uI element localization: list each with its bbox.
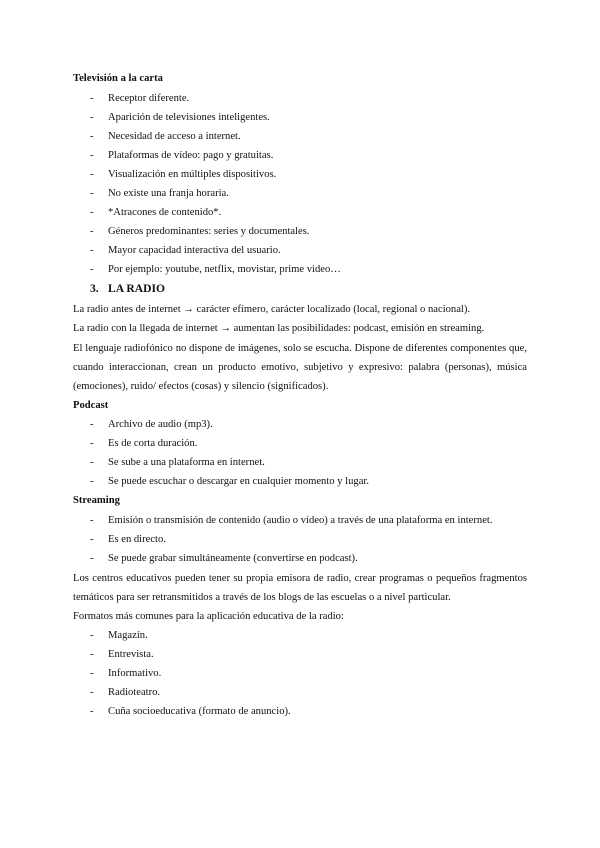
radio-paragraph-1: La radio antes de internet → carácter efímero, carácter localizado (local, regional o nacional). [73, 304, 471, 315]
radio-paragraph-2: La radio con la llegada de internet → aumentan las posibilidades: podcast, emisión en streaming. [73, 323, 485, 334]
document-page: Televisión a la carta - Receptor diferente. - Aparición de televisiones inteligentes. - Necesidad de acceso a internet. - Plataformas de vídeo: pago y gratuitas. - Visualización en múltiples dispositivos. - No existe una franja horaria. - *Atracones de contenido*. - Géneros predominantes: series y documentales. - Mayor capacidad interactiva del usuario. - Por ejemplo: youtube, netflix, movistar, prime video… 3. LA RADIO La radio antes de internet → carácter efímero, carácter localizado (local, regional o nacional). La radio con la llegada de internet → aumentan las posibilidades: podcast, emisión en streaming. El lenguaje radiofónico no dispone de imágenes, solo se escucha. Dispone de diferentes componentes que, cuando interaccionan, crean un producto emotivo, subjetivo y expresivo: palabra (personas), música (emociones), ruido/ efectos (cosas) y silencio (significados). Podcast - Archivo de audio (mp3). - Es de corta duración. - Se sube a una plataforma en internet. - Se puede escuchar o descargar en cualquier momento y lugar. Streaming - Emisión o transmisión de contenido (audio o vídeo) a través de una plataforma en internet. - Es en directo. - Se puede grabar simultáneamente (convertirse en podcast). Los centros educativos pueden tener su propia emisora de radio, crear programas o pequeños fragmentos temáticos para ser retransmitidos a través de los blogs de las escuelas o a nivel particular. Formatos más comunes para la aplicación educativa de la radio: - Magazín. - Entrevista. - Informativo. - Radioteatro. - Cuña socioeducativa (formato de anuncio). [73, 73, 527, 717]
schools-paragraph: Los centros educativos pueden tener su propia emisora de radio, crear programas o pequeños fragmentos temáticos para ser retransmitidos a través de los blogs de las escuelas o a nivel particular. [73, 573, 527, 603]
radio-paragraph-3: El lenguaje radiofónico no dispone de imágenes, solo se escucha. Dispone de diferentes componentes que, cuando interaccionan, crean un producto emotivo, subjetivo y expresivo: palabra (personas), música (emociones), ruido/ efectos (cosas) y silencio (significados). [73, 343, 527, 392]
formats-intro: Formatos más comunes para la aplicación educativa de la radio: [73, 611, 344, 622]
tv-heading: Televisión a la carta [73, 73, 163, 84]
podcast-heading: Podcast [73, 400, 109, 411]
streaming-heading: Streaming [73, 495, 120, 506]
